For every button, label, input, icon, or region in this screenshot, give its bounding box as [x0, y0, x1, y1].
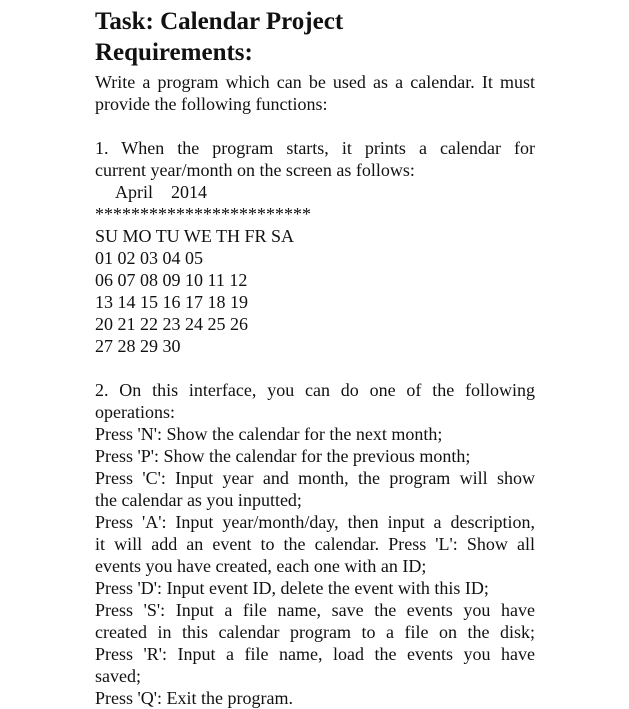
item-1-line-1: 1. When the program starts, it prints a calendar for — [95, 138, 535, 158]
title-line-1: Task: Calendar Project — [95, 8, 344, 35]
document-page — [95, 6, 535, 709]
calendar-month: April — [115, 182, 153, 202]
calendar-week-row: 27 28 29 30 — [95, 336, 181, 356]
document-title — [95, 6, 535, 68]
item-2-line: events you have created, each one with an ID; — [95, 556, 427, 576]
item-2-line: it will add an event to the calendar. Press 'L': Show all — [95, 534, 535, 554]
calendar-weekdays: SU MO TU WE TH FR SA — [95, 226, 295, 246]
calendar-header — [95, 181, 535, 203]
item-2-line: created in this calendar program to a file on the disk; — [95, 622, 535, 642]
item-2-line: Press 'R': Input a file name, load the events you have — [95, 644, 535, 664]
intro-paragraph — [95, 71, 535, 115]
item-1-paragraph — [95, 137, 535, 181]
item-2-line: Press 'N': Show the calendar for the next month; — [95, 424, 443, 444]
calendar-week-row: 06 07 08 09 10 11 12 — [95, 270, 248, 290]
item-2-paragraph — [95, 379, 535, 709]
item-2-line: 2. On this interface, you can do one of the following — [95, 380, 535, 400]
calendar-week-row: 13 14 15 16 17 18 19 — [95, 292, 248, 312]
title-line-2: Requirements: — [95, 39, 253, 66]
item-2-line: operations: — [95, 402, 175, 422]
calendar-separator: ************************ — [95, 204, 311, 224]
item-2-line: Press 'P': Show the calendar for the previous month; — [95, 446, 471, 466]
calendar-week-row: 20 21 22 23 24 25 26 — [95, 314, 248, 334]
item-1-line-2: current year/month on the screen as follows: — [95, 160, 415, 180]
intro-line-1: Write a program which can be used as a calendar. It must — [95, 72, 535, 92]
calendar-week-row: 01 02 03 04 05 — [95, 248, 203, 268]
item-2-line: saved; — [95, 666, 141, 686]
item-2-line: Press 'C': Input year and month, the program will show — [95, 468, 535, 488]
item-2-line: Press 'D': Input event ID, delete the event with this ID; — [95, 578, 489, 598]
item-2-line: the calendar as you inputted; — [95, 490, 302, 510]
item-2-line: Press 'A': Input year/month/day, then input a description, — [95, 512, 535, 532]
intro-line-2: provide the following functions: — [95, 94, 328, 114]
item-2-line: Press 'S': Input a file name, save the events you have — [95, 600, 535, 620]
item-2-line: Press 'Q': Exit the program. — [95, 688, 293, 708]
calendar-year: 2014 — [171, 182, 207, 202]
